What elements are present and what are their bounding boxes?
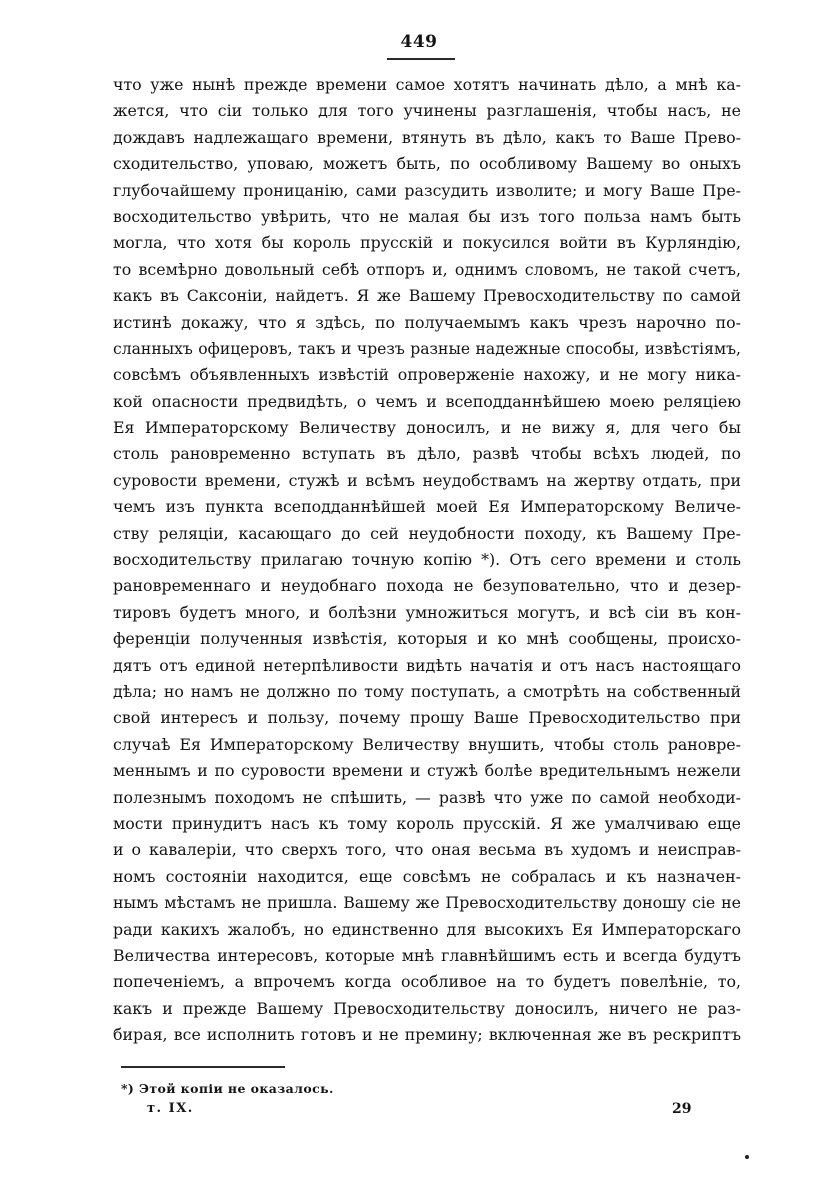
text-line: ству реляціи, касающаго до сей неудобности походу, къ Вашему Пре- xyxy=(113,523,741,543)
text-line: ради какихъ жалобъ, но единственно для высокихъ Ея Императорскаго xyxy=(113,919,741,939)
footnote-rule xyxy=(121,1066,285,1068)
text-line: то всемѣрно довольный себѣ отпоръ и, однимъ словомъ, не такой счетъ, xyxy=(113,259,741,279)
text-line: номъ состояніи находится, еще совсѣмъ не собралась и къ назначен- xyxy=(113,866,741,886)
volume-signature-mark: т. IX. xyxy=(147,1101,194,1116)
gathering-signature-number: 29 xyxy=(672,1101,692,1117)
text-line: восходительству прилагаю точную копію *). Отъ сего времени и столь xyxy=(113,550,741,570)
scan-speck xyxy=(745,1155,749,1159)
page-number: 449 xyxy=(400,32,438,52)
text-line: бирая, все исполнить готовъ и не премину; включенная же въ рескриптъ xyxy=(113,1025,741,1045)
text-line: и о кавалеріи, что сверхъ того, что оная весьма въ худомъ и неисправ- xyxy=(113,840,741,860)
page-number-rule xyxy=(387,58,455,60)
text-line: столь рановременно вступать въ дѣло, развѣ чтобы всѣхъ людей, по xyxy=(113,444,741,464)
text-line: кой опасности предвидѣть, о чемъ и всеподданнѣйшею моею реляціею xyxy=(113,391,741,411)
text-line: Ея Императорскому Величеству доносилъ, и не вижу я, для чего бы xyxy=(113,418,741,438)
text-line: полезнымъ походомъ не спѣшить, — развѣ что уже по самой необходи- xyxy=(113,787,741,807)
text-line: могла, что хотя бы король прусскій и покусился войти въ Курляндію, xyxy=(113,233,741,253)
text-line: дѣла; но намъ не должно по тому поступать, а смотрѣть на собственный xyxy=(113,681,741,701)
text-line: чемъ изъ пункта всеподданнѣйшей моей Ея Императорскому Величе- xyxy=(113,497,741,517)
text-line: совсѣмъ объявленныхъ извѣстій опроверженіе нахожу, и не могу никa- xyxy=(113,365,741,385)
text-line: мости принудитъ насъ къ тому король прусскій. Я же умалчиваю еще xyxy=(113,813,741,833)
text-line: сходительство, уповаю, можетъ быть, по особливому Вашему во оныхъ xyxy=(113,154,741,174)
text-line: какъ и прежде Вашему Превосходительству доносилъ, ничего не раз- xyxy=(113,998,741,1018)
footnote: *) Этой копіи не оказалось. xyxy=(121,1081,334,1096)
text-line: нымъ мѣстамъ не пришла. Вашему же Превосходительству доношу сіе не xyxy=(113,893,741,913)
text-line: суровости времени, стужѣ и всѣмъ неудобствамъ на жертву отдать, при xyxy=(113,470,741,490)
text-line: попеченіемъ, а впрочемъ когда особливое на то будетъ повелѣніе, то, xyxy=(113,972,741,992)
text-line: жется, что сіи только для того учинены разглашенія, чтобы насъ, не xyxy=(113,101,741,121)
text-line: какъ въ Саксоніи, найдетъ. Я же Вашему Превосходительству по самой xyxy=(113,286,741,306)
text-line: восходительство увѣрить, что не малая бы изъ того польза намъ быть xyxy=(113,206,741,226)
text-line: дятъ отъ единой нетерпѣливости видѣть начатія и отъ насъ настоящаго xyxy=(113,655,741,675)
text-line: сланныхъ офицеровъ, такъ и чрезъ разные надежные способы, извѣстіямъ, xyxy=(113,339,741,358)
text-line: дождавъ надлежащаго времени, втянуть въ дѣло, какъ то Ваше Прево- xyxy=(113,127,741,147)
text-line: меннымъ и по суровости времени и стужѣ болѣе вредительнымъ нежели xyxy=(113,761,741,781)
text-line: тировъ будетъ много, и болѣзни умножиться могутъ, и всѣ сіи въ кон- xyxy=(113,602,741,622)
body-text xyxy=(113,72,741,1048)
text-line: рановременнаго и неудобнаго похода не безуповательно, что и дезер- xyxy=(113,576,741,596)
text-line: ференціи полученныя извѣстія, которыя и ко мнѣ сообщены, происхо- xyxy=(113,629,741,649)
text-line: Величества интересовъ, которые мнѣ главнѣйшимъ есть и всегда будутъ xyxy=(113,945,741,965)
text-line: глубочайшему проницанію, сами разсудить изволите; и могу Ваше Пре- xyxy=(113,180,741,200)
text-line: что уже нынѣ прежде времени самое хотятъ начинать дѣло, а мнѣ ка- xyxy=(113,75,741,94)
text-line: истинѣ докажу, что я здѣсь, по получаемымъ какъ чрезъ нарочно по- xyxy=(113,312,741,332)
text-line: случаѣ Ея Императорскому Величеству внушить, чтобы столь рановре- xyxy=(113,734,741,754)
text-line: свой интересъ и пользу, почему прошу Ваше Превосходительство при xyxy=(113,708,741,728)
